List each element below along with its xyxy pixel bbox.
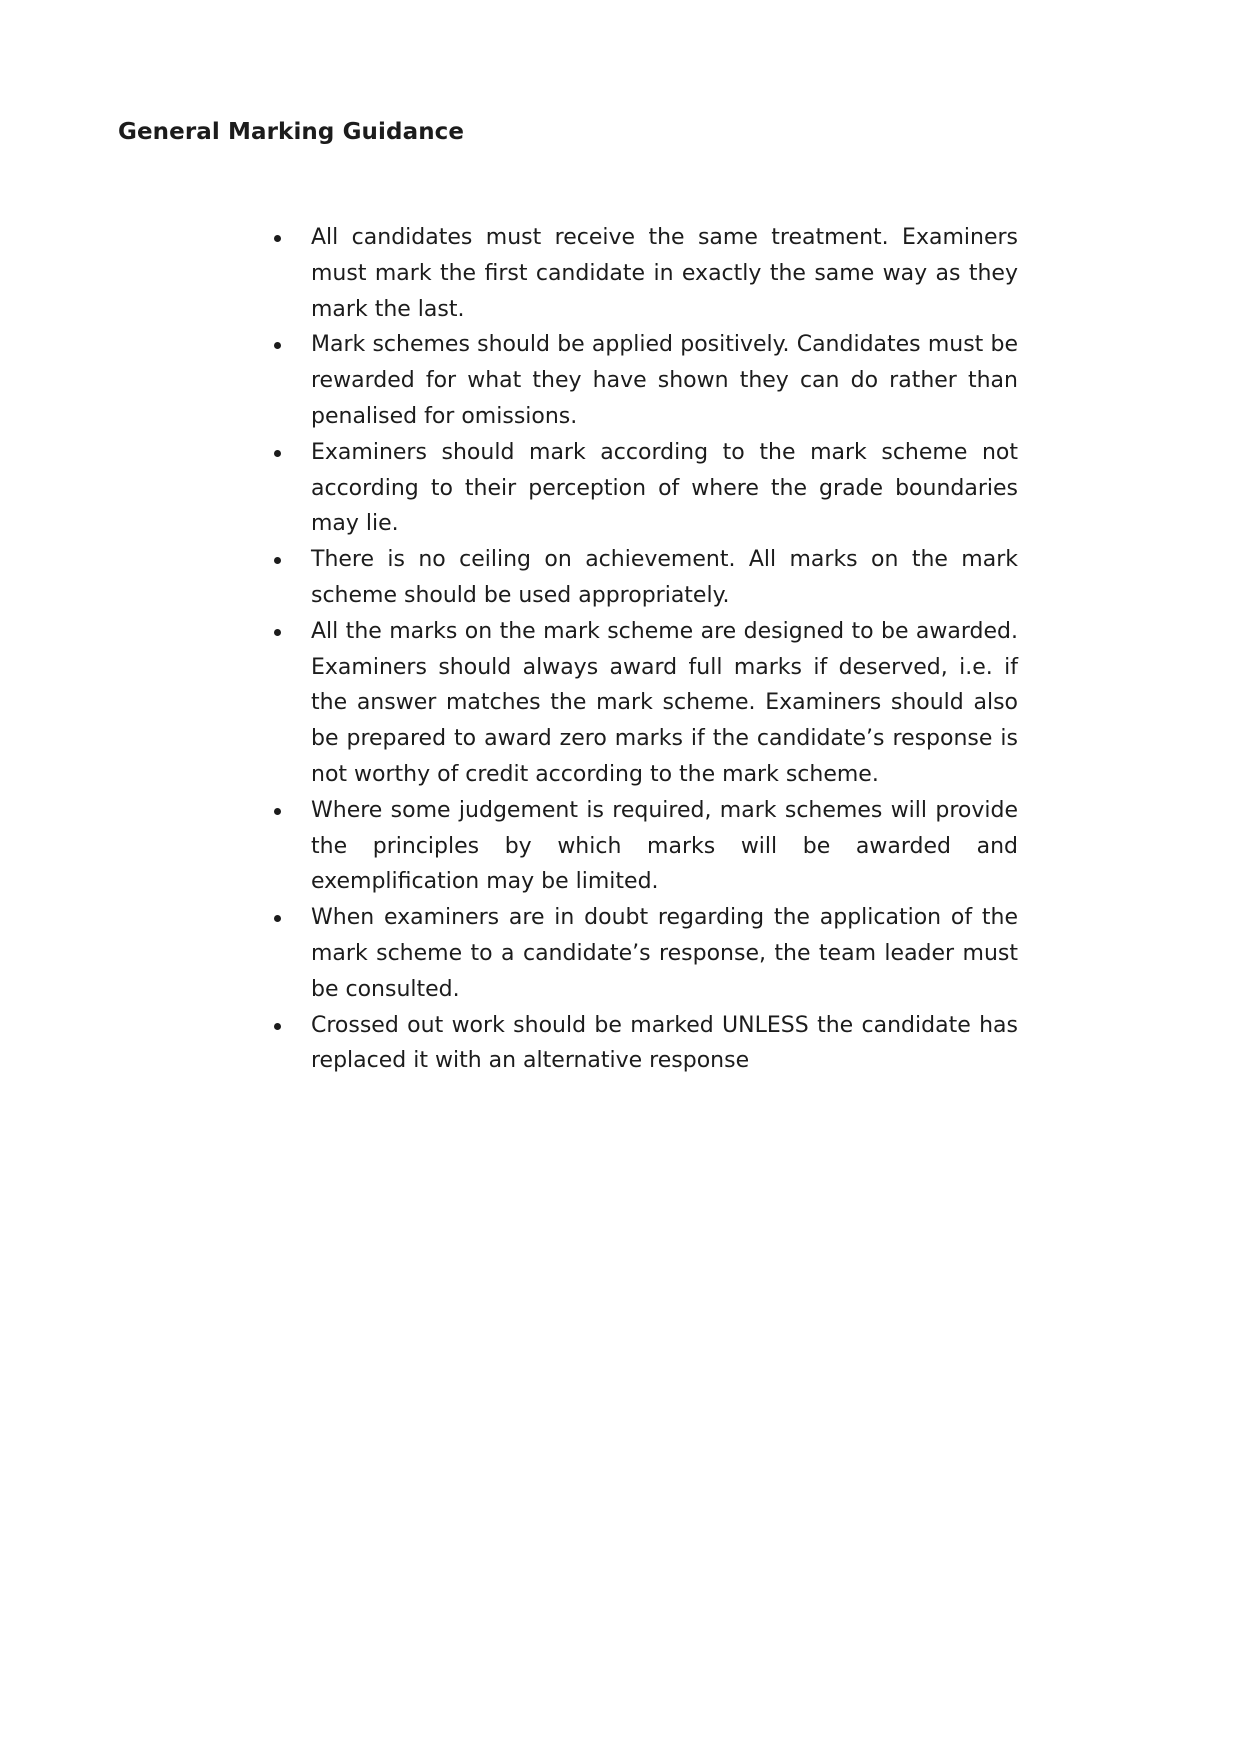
bullet-icon [274,450,281,457]
list-item-text: Mark schemes should be applied positively. Candidates must be rewarded for what they have shown they can do rather than penalised for omissions. [311,332,1018,429]
list-item [266,900,1018,1007]
list-item [266,435,1018,542]
list-item-text: When examiners are in doubt regarding the application of the mark scheme to a candidate’s response, the team leader must be consulted. [311,905,1018,1002]
guidance-list [266,220,1018,1079]
list-item [266,793,1018,900]
list-item [266,614,1018,793]
list-item [266,327,1018,434]
bullet-icon [274,915,281,922]
bullet-icon [274,342,281,349]
bullet-icon [274,557,281,564]
list-item-text: Crossed out work should be marked UNLESS the candidate has replaced it with an alternative response [311,1012,1018,1074]
bullet-icon [274,1023,281,1030]
list-item [266,542,1018,614]
list-item [266,1008,1018,1080]
list-item [266,220,1018,327]
list-item-text: Where some judgement is required, mark schemes will provide the principles by which marks will be awarded and exemplification may be limited. [311,797,1018,895]
bullet-icon [274,629,281,636]
page-heading: General Marking Guidance [118,119,465,145]
list-item-text: All candidates must receive the same treatment. Examiners must mark the first candidate in exactly the same way as they mark the last. [311,225,1018,322]
bullet-icon [274,808,281,815]
list-item-text: There is no ceiling on achievement. All marks on the mark scheme should be used appropriately. [311,547,1018,608]
list-item-text: All the marks on the mark scheme are designed to be awarded. Examiners should always award full marks if deserved, i.e. if the answer matches the mark scheme. Examiners should also be prepared to award zero marks if the candidate’s response is not worthy of credit according to the mark scheme. [311,618,1018,787]
bullet-icon [274,235,281,242]
list-item-text: Examiners should mark according to the mark scheme not according to their perception of where the grade boundaries may lie. [311,439,1018,537]
